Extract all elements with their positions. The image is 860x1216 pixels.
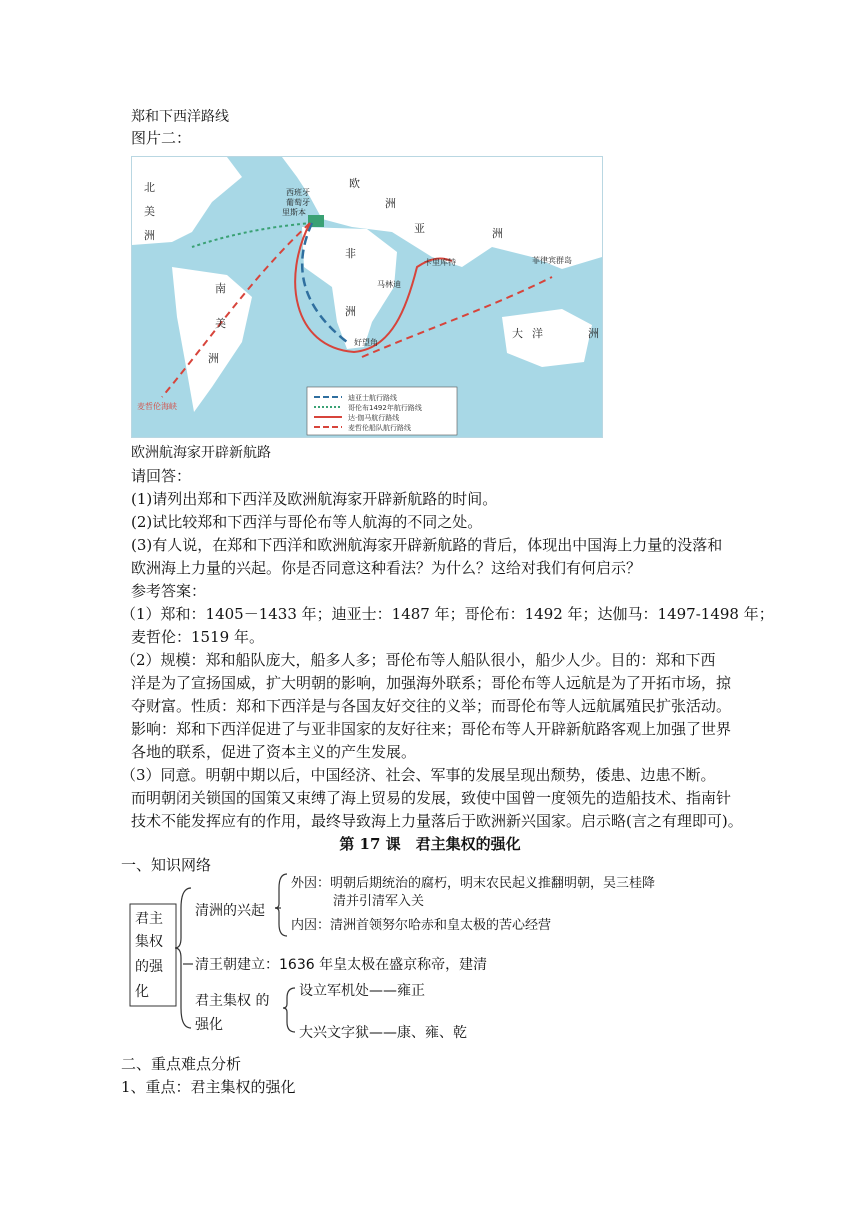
text-line-3: (2)试比较郑和下西洋与哥伦布等人航海的不同之处。 [131,513,483,531]
map-label-africa: 非 [345,247,356,260]
text-line-5: 欧洲海上力量的兴起。你是否同意这种看法？为什么？这给对我们有何启示？ [131,559,642,577]
root-label-4: 化 [135,984,149,1000]
map-label-america-n: 美 [144,205,155,218]
legend-label-dias: 迪亚士航行路线 [348,394,397,402]
world-map-svg [132,157,602,437]
lesson-title: 第 17 课 君主集权的强化 [339,835,521,853]
root-label-2: 集权 [135,934,163,950]
branch-centralization-a: 君主集权 的 [195,993,270,1009]
text-line-9: （2）规模：郑和船队庞大，船多人多；哥伦布等人船队很小，船少人少。目的：郑和下西 [121,651,716,669]
map-label-europe: 欧 [349,177,360,190]
voyage-map-image [131,156,603,438]
place-cape: 好望角 [354,338,378,347]
branch-qing-founding: 清王朝建立：1636 年皇太极在盛京称帝，建清 [195,957,488,973]
map-label-zhou-au: 洲 [588,327,599,340]
text-line-10: 洋是为了宣扬国威，扩大明朝的影响，加强海外联系；哥伦布等人远航是为了开拓市场，掠 [131,674,732,692]
section-knowledge-network: 一、知识网络 [121,856,212,874]
text-line-15: 而明朝闭关锁国的国策又束缚了海上贸易的发展，致使中国曾一度领先的造船技术、指南针 [131,789,732,807]
map-label-zhou-s: 洲 [208,352,219,365]
sub-literary-inquisition: 大兴文字狱——康、雍、乾 [299,1025,467,1041]
legend-label-magellan: 麦哲伦船队航行路线 [348,424,411,432]
external-cause-cont: 清并引清军入关 [333,894,425,909]
sub-military-council: 设立军机处——雍正 [299,983,425,999]
sub-brace-1 [275,874,287,936]
text-line-2: (1)请列出郑和下西洋及欧洲航海家开辟新航路的时间。 [131,490,498,508]
main-brace [175,888,191,1028]
text-line-1: 请回答： [131,467,192,485]
map-label-zhou-as: 洲 [492,227,503,240]
map-label-zhou-af: 洲 [345,305,356,318]
sub-brace-2 [283,988,295,1032]
place-lisbon: 里斯本 [282,208,306,217]
text-line-13: 各地的联系，促进了资本主义的产生发展。 [131,743,417,761]
text-line-8: 麦哲伦：1519 年。 [131,628,264,646]
map-label-asia: 亚 [414,222,425,235]
branch-centralization-b: 强化 [195,1017,223,1033]
place-calicut: 卡里库特 [424,258,456,267]
root-label-1: 君主 [135,911,163,927]
place-magellan-strait: 麦哲伦海峡 [137,402,177,411]
map-label-zhou-n: 洲 [144,229,155,242]
section-key-difficult: 二、重点难点分析 [121,1055,242,1073]
internal-cause: 内因：清洲首领努尔哈赤和皇太极的苦心经营 [291,918,552,933]
caption-zhenghe-route: 郑和下西洋路线 [131,109,229,125]
external-cause: 外因：明朝后期统治的腐朽，明末农民起义推翻明朝，吴三桂降 [291,876,656,891]
text-line-12: 影响：郑和下西洋促进了与亚非国家的友好往来；哥伦布等人开辟新航路客观上加强了世界 [131,720,732,738]
figure-2-label: 图片二： [131,129,192,147]
key-point: 1、重点：君主集权的强化 [121,1078,296,1096]
legend-label-columbus: 哥伦布1492年航行路线 [348,404,422,412]
text-line-14: （3）同意。明朝中期以后，中国经济、社会、军事的发展呈现出颓势，倭患、边患不断。 [121,766,716,784]
branch-qing-rise: 清洲的兴起 [195,903,265,919]
map-label-yang: 洋 [532,327,543,340]
text-line-6: 参考答案： [131,582,207,600]
text-line-11: 夺财富。性质：郑和下西洋是与各国友好交往的义举；而哥伦布等人远航属殖民扩张活动。 [131,697,732,715]
text-line-7: （1）郑和：1405－1433 年；迪亚士：1487 年；哥伦布：1492 年；达伽马：1497-1498 年； [121,605,774,623]
map-label-da: 大 [512,327,523,340]
place-spain: 西班牙 [286,188,310,197]
map-label-america-s: 美 [215,317,226,330]
place-philippines: 菲律宾群岛 [532,256,572,265]
text-line-4: (3)有人说，在郑和下西洋和欧洲航海家开辟新航路的背后，体现出中国海上力量的没落和 [131,536,723,554]
legend-label-dagama: 达·伽马航行路线 [348,414,400,422]
map-label-zhou-eu: 洲 [385,197,396,210]
caption-europe-routes: 欧洲航海家开辟新航路 [131,445,271,461]
map-label-south: 南 [215,282,226,295]
map-label-north: 北 [144,181,155,194]
text-line-16: 技术不能发挥应有的作用，最终导致海上力量落后于欧洲新兴国家。启示略(言之有理即可)。 [131,812,743,830]
place-malindi: 马林迪 [377,280,401,289]
root-label-3: 的强 [135,959,163,975]
place-portugal: 葡萄牙 [286,198,310,207]
knowledge-mindmap [123,868,656,1048]
